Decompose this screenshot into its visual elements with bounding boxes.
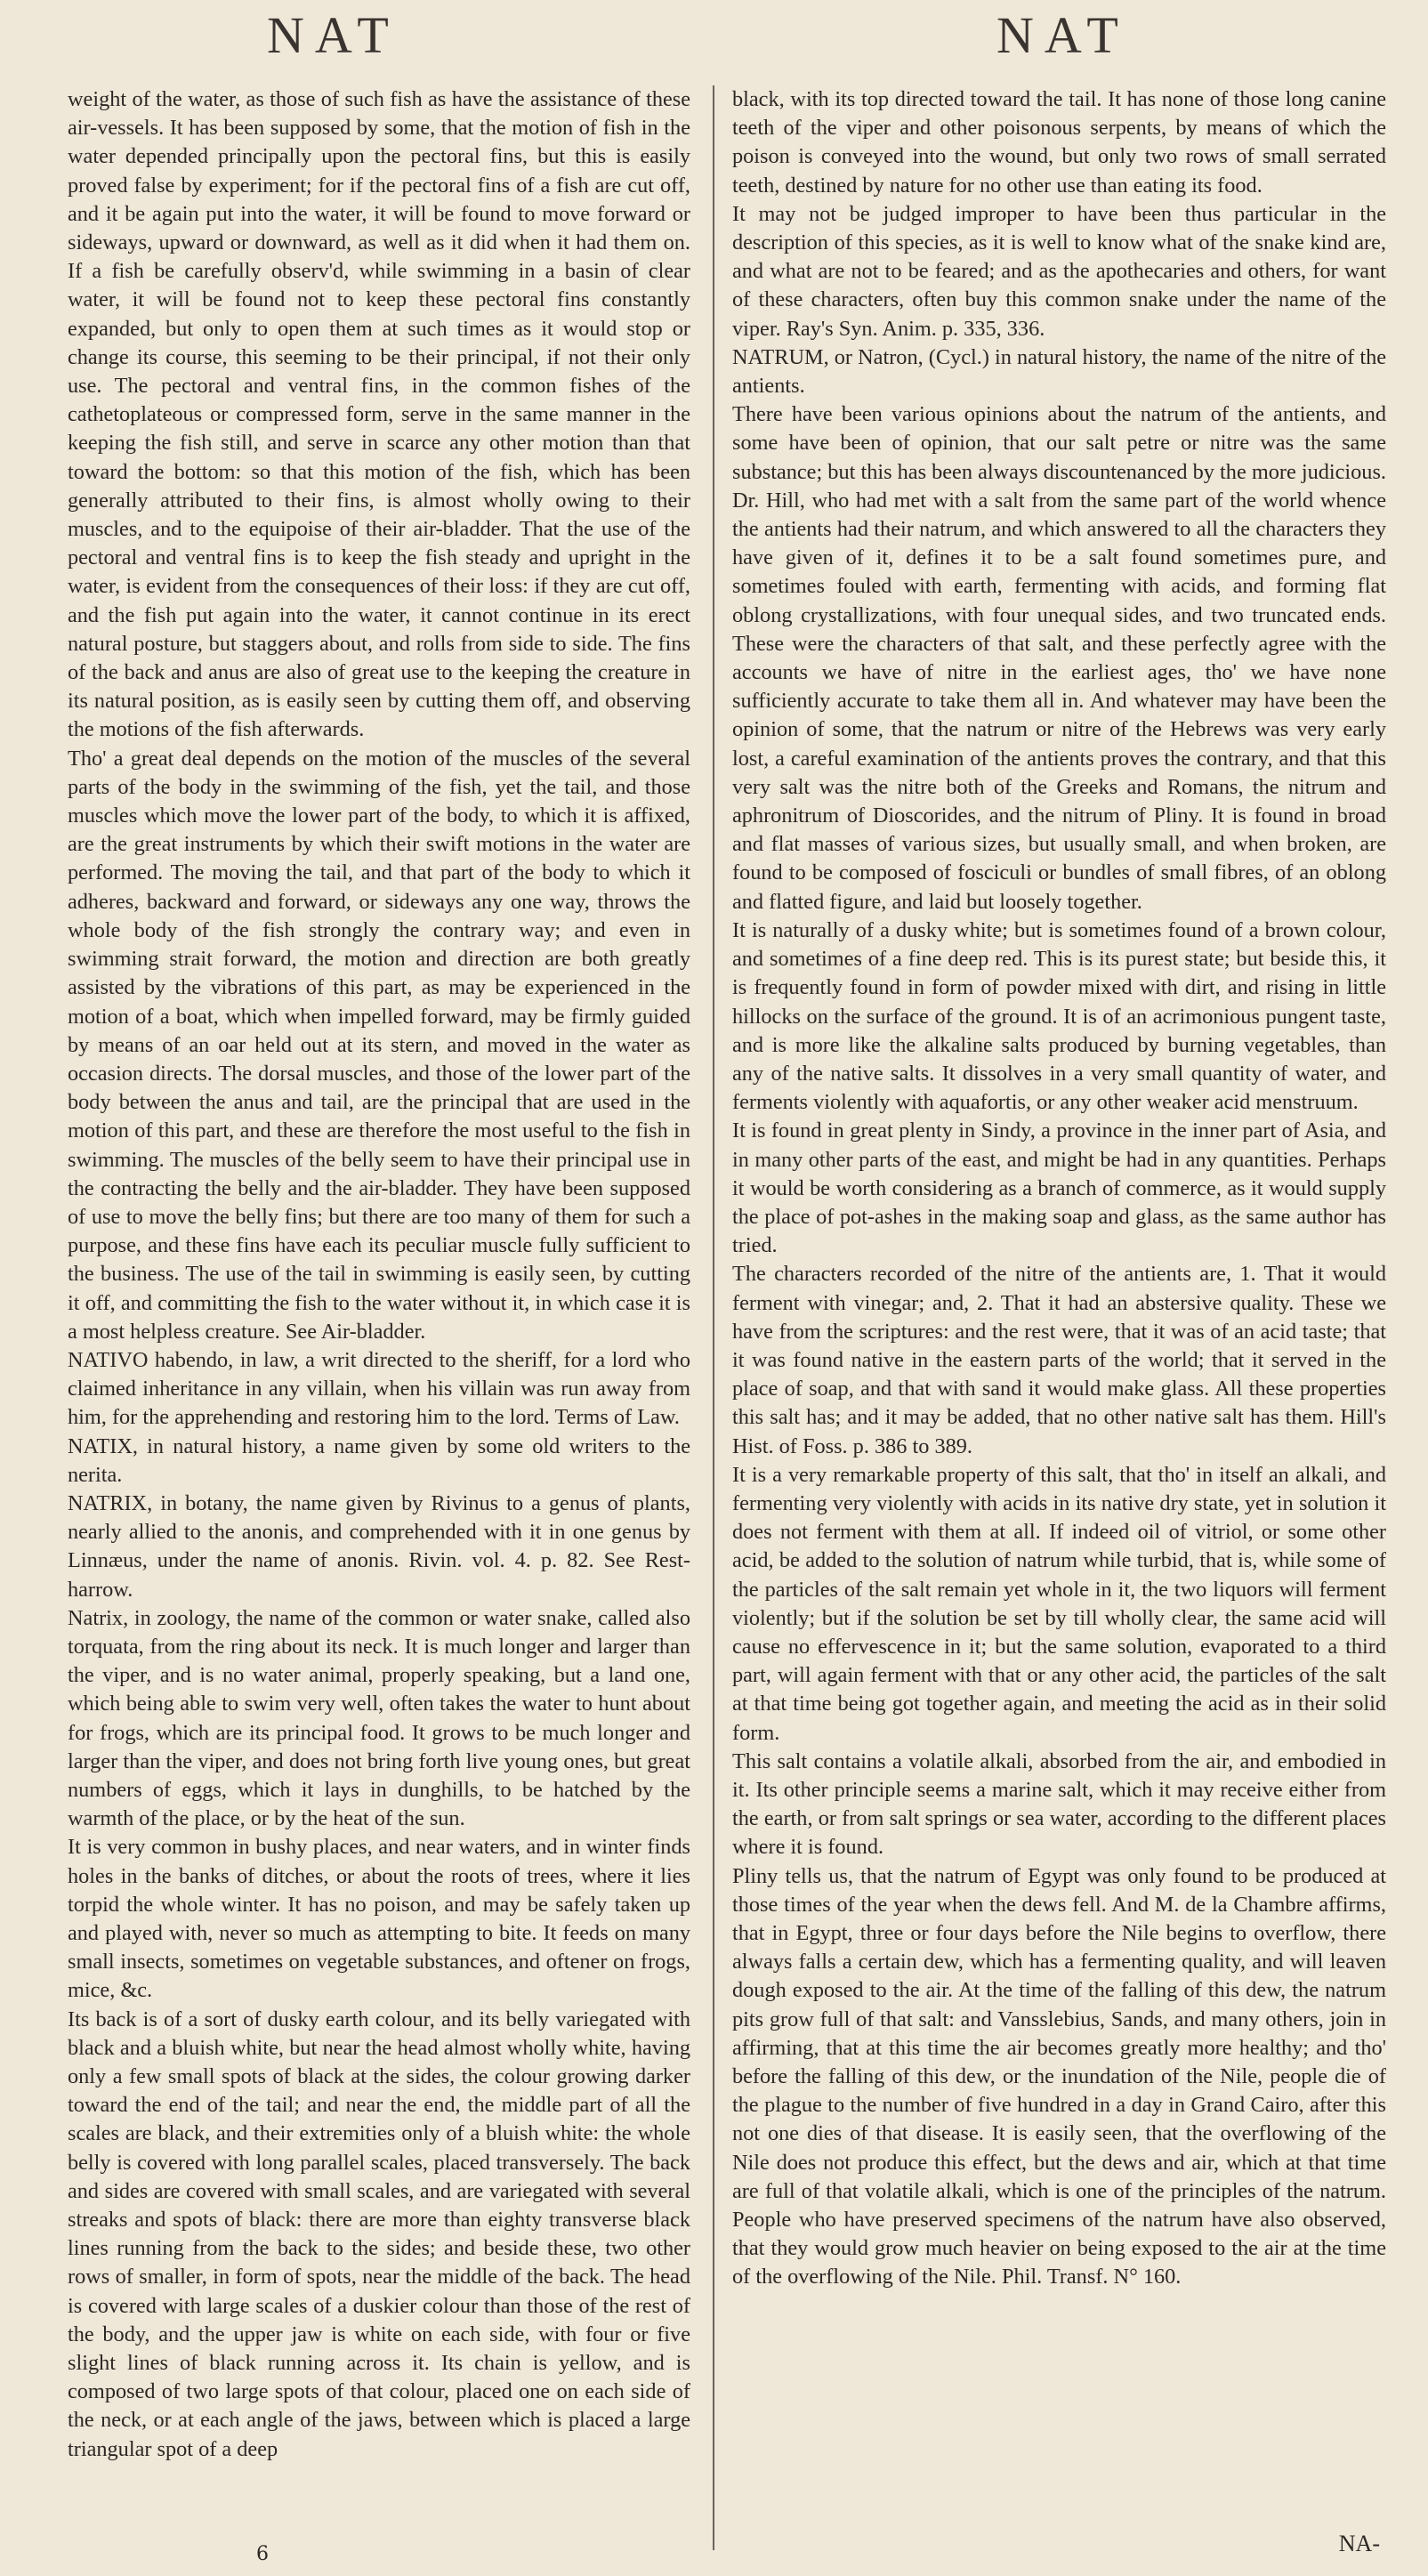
paragraph: weight of the water, as those of such fish as have the assistance of these air-vessels. It has been supposed by some, that the motion of fish in the water depended principally upon the pectoral fins, but this is easily proved false by experiment; for if the pectoral fins of a fish are cut off, and it be again put into the water, it will be found to move forward or sideways, upward or downward, as well as it did when it had them on. If a fish be carefully observ'd, while swimming in a basin of clear water, it will be found not to keep these pectoral fins constantly expanded, but only to open them at such times as it would stop or change its course, this seeming to be their principal, if not their only use. The pectoral and ventral fins, in the common fishes of the cathetoplateous or compressed form, serve in the same manner in the keeping the fish still, and serve in scarce any other motion than that toward the bottom: so that this motion of the fish, which has been generally attributed to their fins, is almost wholly owing to their muscles, and to the equipoise of their air-bladder. That the use of the pectoral and ventral fins is to keep the fish steady and upright in the water, is evident from the consequences of their loss: if they are cut off, and the fish put again into the water, it cannot continue in its erect natural posture, but staggers about, and rolls from side to side. The fins of the back and anus are also of great use to the keeping the creature in its natural position, as is easily seen by cutting them off, and observing the motions of the fish afterwards. [68,87,690,742]
paragraph: It is found in great plenty in Sindy, a province in the inner part of Asia, and in many other parts of the east, and might be had in any quantities. Perhaps it would be worth considering as a branch of commerce, as it would supply the place of pot-ashes in the making soap and glass, as the same author has tried. [732,1118,1386,1258]
paragraph: Pliny tells us, that the natrum of Egypt was only found to be produced at those times of the year when the dews fell. And M. de la Chambre affirms, that in Egypt, three or four days before the Nile begins to overflow, there always falls a certain dew, which has a fermenting quality, and will leaven dough exposed to the air. At the time of the falling of this dew, the natrum pits grow full of that salt: and Vansslebius, Sands, and many others, join in affirming, that at this time the air becomes greatly more healthy; and tho' before the falling of this dew, or the inundation of the Nile, people die of the plague to the number of five hundred in a day in Grand Cairo, after this not one dies of that disease. It is easily seen, that the overflowing of the Nile does not produce this effect, but the dews and air, which at that time are full of that volatile alkali, which is one of the principles of the natrum. People who have preserved specimens of the natrum have also observed, that they would grow much heavier on being exposed to the air at the time of the overflowing of the Nile. Phil. Transf. N° 160. [732,1863,1386,2289]
entry-natix: NATIX, in natural history, a name given by some old writers to the nerita. [68,1433,690,1487]
entry-nativo: NATIVO habendo, in law, a writ directed to the sheriff, for a lord who claimed inheritance in any villain, when his villain was run away from him, for the apprehending and restoring him to the lord. Terms of Law. [68,1347,690,1430]
paragraph: black, with its top directed toward the tail. It has none of those long canine teeth of the viper and other poisonous serpents, by means of which the poison is conveyed into the wound, but only two rows of small serrated teeth, destined by nature for no other use than eating its food. [732,87,1386,198]
paragraph: Tho' a great deal depends on the motion of the muscles of the several parts of the body in the swimming of the fish, yet the tail, and those muscles which move the lower part of the body, to which it is affixed, are the great instruments by which their swift motions in the water are performed. The moving the tail, and that part of the body to which it adheres, backward and forward, or sideways any one way, throws the whole body of the fish strongly the contrary way; and even in swimming strait forward, the motion and direction are both greatly assisted by the vibrations of this part, as may be experienced in the motion of a boat, which when impelled forward, may be firmly guided by means of an oar held out at its stern, and moved in the water as occasion directs. The dorsal muscles, and those of the lower part of the body between the anus and tail, are the principal that are used in the motion of this part, and these are therefore the most useful to the fish in swimming. The muscles of the belly seem to have their principal use in the contracting the belly and the air-bladder. They have been supposed of use to move the belly fins; but there are too many of them for such a purpose, and these fins have each its peculiar muscle fully sufficient to the business. The use of the tail in swimming is easily seen, by cutting it off, and committing the fish to the water without it, in which case it is a most helpless creature. See Air-bladder. [68,746,690,1344]
column-divider [713,85,714,2550]
paragraph: There have been various opinions about the natrum of the antients, and some have been of opinion, that our salt petre or nitre was the same substance; but this has been always discountenanced by the more judicious. Dr. Hill, who had met with a salt from the same part of the world whence the antients had their natrum, and which answered to all the characters they have given of it, defines it to be a salt found sometimes pure, and sometimes fouled with earth, fermenting with acids, and forming flat oblong crystallizations, with four unequal sides, and two truncated ends. These were the characters of that salt, and these perfectly agree with the accounts we have of nitre in the earliest ages, tho' we have none sufficiently accurate to take them all in. And whatever may have been the opinion of some, that the natrum or nitre of the Hebrews was very early lost, a careful examination of the antients proves the contrary, and that this very salt was the nitre both of the Greeks and Romans, the nitrum and aphronitrum of Dioscorides, and the nitrum of Pliny. It is found in broad and flat masses of various sizes, but usually small, and when broken, are found to be composed of fosciculi or bundles of small fibres, of an oblong and flatted figure, and laid but loosely together. [732,402,1386,914]
paragraph: It is naturally of a dusky white; but is sometimes found of a brown colour, and sometimes of a fine deep red. This is its purest state; but beside this, it is frequently found in form of powder mixed with dirt, and rising in little hillocks on the surface of the ground. It is of an acrimonious pungent taste, and is more like the alkaline salts produced by burning vegetables, than any of the native salts. It dissolves in a very small quantity of water, and ferments violently with aquafortis, or any other weaker acid menstruum. [732,917,1386,1115]
paragraph: It may not be judged improper to have been thus particular in the description of this species, as it is well to know what of the snake kind are, and what are not to be feared; and as the apothecaries and others, for want of these characters, often buy this common snake under the name of the viper. Ray's Syn. Anim. p. 335, 336. [732,201,1386,341]
right-column [732,85,1386,2292]
left-column [68,85,690,2464]
page-number: 6 [256,2543,269,2565]
entry-natrum: NATRUM, or Natron, (Cycl.) in natural history, the name of the nitre of the antients. [732,344,1386,399]
paragraph: It is a very remarkable property of this salt, that tho' in itself an alkali, and fermenting very violently with acids in its native dry state, yet in solution it does not ferment with them at all. If indeed oil of vitriol, or some other acid, be added to the solution of natrum while turbid, that is, while some of the particles of the salt remain yet whole in it, the two liquors will ferment violently; but if the solution be set by till wholly clear, the same acid will cause no effervescence in it; but the same solution, evaporated to a third part, will again ferment with that or any other acid, the particles of the salt at that time being got together again, and meeting the acid as in their solid form. [732,1462,1386,1745]
paragraph: It is very common in bushy places, and near waters, and in winter finds holes in the banks of ditches, or about the roots of trees, where it lies torpid the whole winter. It has no poison, and may be safely taken up and played with, never so much as attempting to bite. It feeds on many small insects, sometimes on vegetable substances, and oftener on frogs, mice, &c. [68,1835,690,2003]
entry-natrix-zoology: Natrix, in zoology, the name of the common or water snake, called also torquata, from the ring about its neck. It is much longer and larger than the viper, and is no water animal, properly speaking, but a land one, which being able to swim very well, often takes the water to hunt about for frogs, which are its principal food. It grows to be much longer and larger than the viper, and does not bring forth live young ones, but great numbers of eggs, which it lays in dunghills, to be hatched by the warmth of the place, or by the heat of the sun. [68,1605,690,1831]
entry-natrix-botany: NATRIX, in botany, the name given by Rivinus to a genus of plants, nearly allied to the anonis, and comprehended with it in one genus by Linnæus, under the name of anonis. Rivin. vol. 4. p. 82. See Rest-harrow. [68,1490,690,1602]
running-head-right: NAT [996,6,1129,64]
catchword: NA- [1338,2531,1380,2556]
paragraph: This salt contains a volatile alkali, absorbed from the air, and embodied in it. Its other principle seems a marine salt, which it may receive either from the earth, or from salt springs or sea water, according to the different places where it is found. [732,1748,1386,1860]
running-head-left: NAT [267,6,399,64]
paragraph: Its back is of a sort of dusky earth colour, and its belly variegated with black and a bluish white, but near the head almost wholly white, having only a few small spots of black at the sides, the colour growing darker toward the end of the tail; and near the end, the middle part of all the scales are black, and their extremities only of a bluish white: the whole belly is covered with long parallel scales, placed transversely. The back and sides are covered with small scales, and are variegated with several streaks and spots of black: there are more than eighty transverse black lines running from the back to the sides; and beside these, two other rows of smaller, in form of spots, near the middle of the back. The head is covered with large scales of a duskier colour than those of the rest of the body, and the upper jaw is white on each side, with four or five slight lines of black running across it. Its chain is yellow, and is composed of two large spots of that colour, placed one on each side of the neck, or at each angle of the jaws, between which is placed a large triangular spot of a deep [68,2007,690,2461]
paragraph: The characters recorded of the nitre of the antients are, 1. That it would ferment with vinegar; and, 2. That it had an abstersive quality. These we have from the scriptures: and the rest were, that it was of an acid taste; that it was found native in the eastern parts of the world; that it served in the place of soap, and that with sand it would make glass. All these properties this salt has; and it may be added, that no other native salt has them. Hill's Hist. of Foss. p. 386 to 389. [732,1262,1386,1458]
